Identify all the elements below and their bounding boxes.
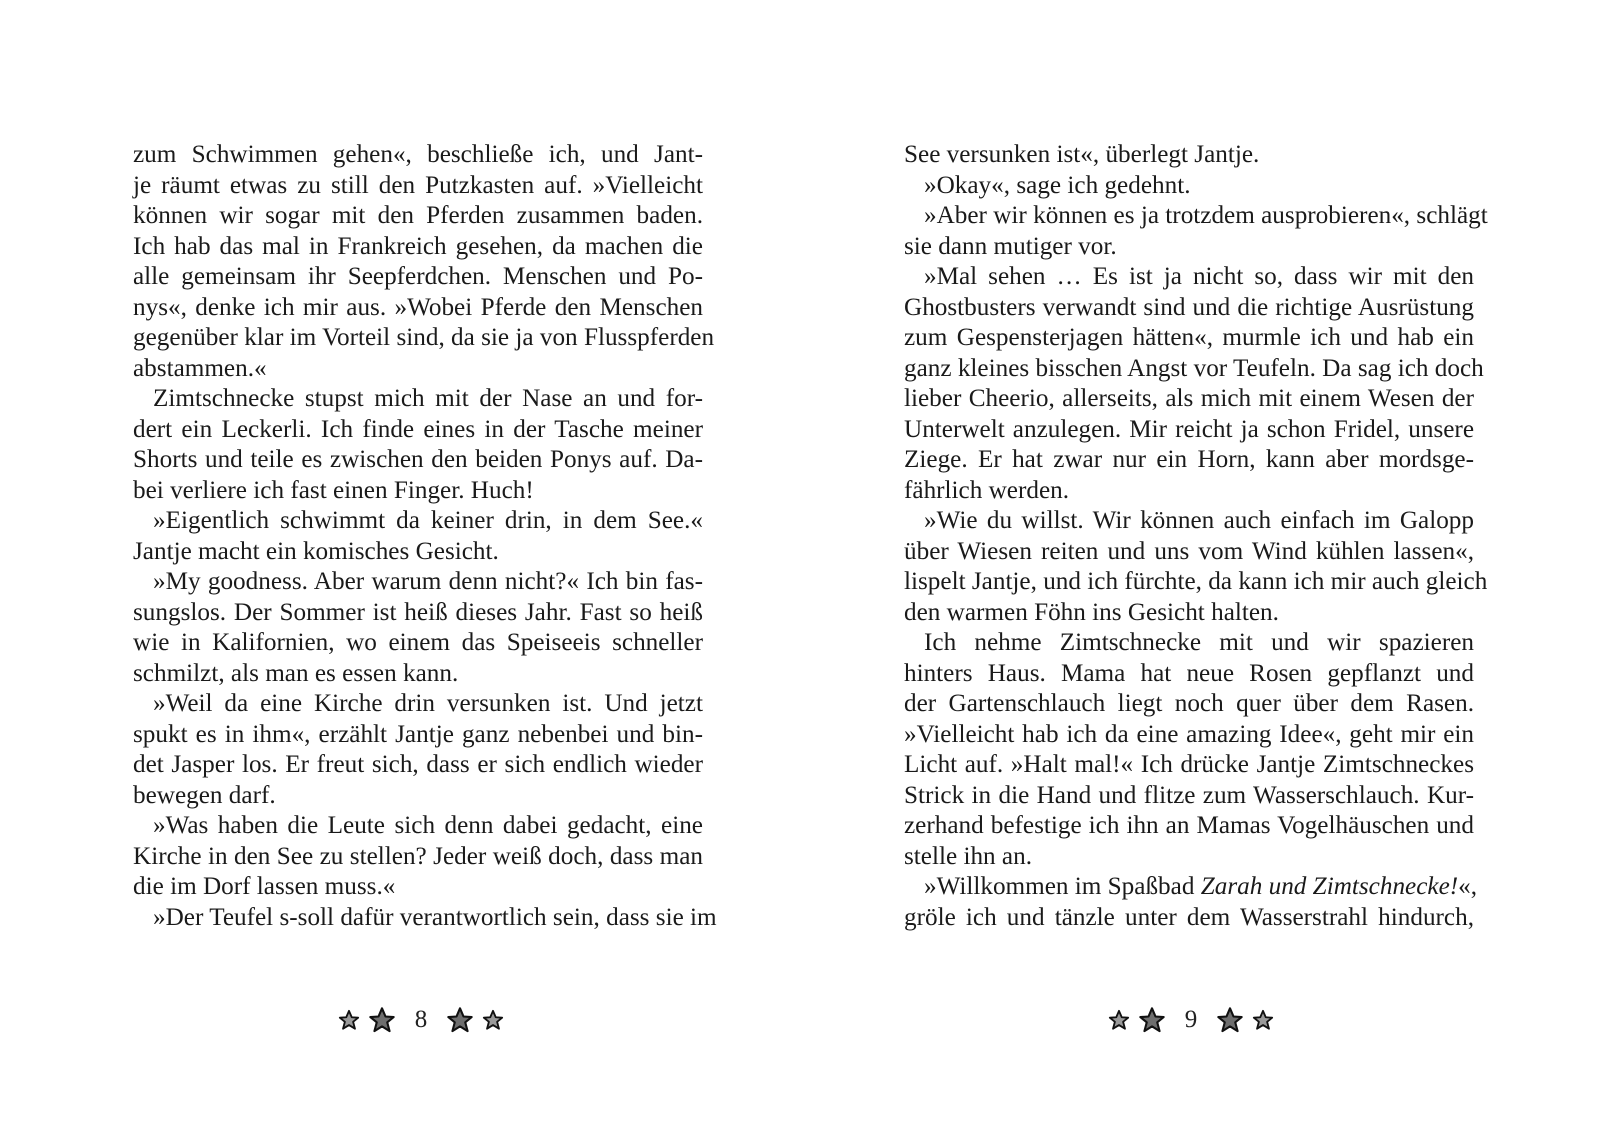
paragraph [904, 140, 1474, 171]
text-line: nys«, denke ich mir aus. »Wobei Pferde den Menschen [133, 293, 703, 321]
left-page-text [133, 140, 717, 933]
text-line: lispelt Jantje, und ich fürchte, da kann ich mir auch gleich [904, 568, 1488, 595]
text-line: Ich hab das mal in Frankreich gesehen, da machen die [133, 232, 703, 260]
text-line: Shorts und teile es zwischen den beiden Ponys auf. Da- [133, 446, 703, 473]
text-line: fährlich werden. [904, 476, 1070, 504]
text-line: »Was haben die Leute sich denn dabei gedacht, eine [153, 812, 703, 839]
text-line: Ziege. Er hat zwar nur ein Horn, kann aber mordsge- [904, 446, 1474, 473]
text-line: alle gemeinsam ihr Seepferdchen. Menschen und Po- [133, 263, 703, 290]
text-span: «, [1458, 873, 1478, 900]
page-number: 9 [1184, 1006, 1198, 1033]
paragraph [133, 811, 703, 903]
text-line: sie dann mutiger vor. [904, 232, 1117, 260]
text-line: Licht auf. »Halt mal!« Ich drücke Jantje Zimtschneckes [904, 751, 1474, 778]
text-line: Ghostbusters verwandt sind und die richtige Ausrüstung [904, 293, 1474, 321]
text-line: spukt es in ihm«, erzählt Jantje ganz nebenbei und bin- [133, 720, 703, 748]
text-line: Strick in die Hand und flitze zum Wasserschlauch. Kur- [904, 781, 1474, 809]
star-icon [1252, 1009, 1274, 1031]
text-line: »Vielleicht hab ich da eine amazing Idee«, geht mir ein [904, 720, 1474, 748]
text-line: Zimtschnecke stupst mich mit der Nase an und for- [153, 385, 703, 412]
text-line: Jantje macht ein komisches Gesicht. [133, 537, 499, 565]
paragraph [133, 689, 703, 811]
text-line: See versunken ist«, überlegt Jantje. [904, 141, 1260, 168]
italic-title: Zarah und Zimtschnecke! [1200, 873, 1459, 900]
text-line: über Wiesen reiten und uns vom Wind kühlen lassen«, [904, 537, 1474, 565]
paragraph [904, 201, 1488, 262]
text-line: »Mal sehen … Es ist ja nicht so, dass wir mit den [924, 263, 1474, 290]
right-page-text [904, 140, 1488, 933]
paragraph [904, 872, 1478, 933]
text-line: zum Schwimmen gehen«, beschließe ich, und Jant- [133, 141, 703, 168]
star-icon [1138, 1006, 1166, 1034]
text-line: der Gartenschlauch liegt noch quer über dem Rasen. [904, 690, 1474, 717]
text-line: je räumt etwas zu still den Putzkasten auf. »Vielleicht [133, 171, 703, 199]
star-icon [1216, 1006, 1244, 1034]
text-line: wie in Kalifornien, wo einem das Speiseeis schneller [133, 629, 703, 656]
page-number-footer-left [338, 1000, 504, 1040]
text-line: hinters Haus. Mama hat neue Rosen gepflanzt und [904, 659, 1474, 687]
text-line: Kirche in den See zu stellen? Jeder weiß doch, dass man [133, 842, 703, 870]
paragraph [133, 140, 715, 384]
text-line [904, 872, 1478, 903]
star-icon [368, 1006, 396, 1034]
text-line: »Weil da eine Kirche drin versunken ist. Und jetzt [153, 690, 703, 717]
text-line: die im Dorf lassen muss.« [133, 873, 396, 900]
text-line: lieber Cheerio, allerseits, als mich mit einem Wesen der [904, 385, 1474, 412]
paragraph [133, 384, 703, 506]
page-number-footer-right [1108, 1000, 1274, 1040]
text-line: zerhand befestige ich ihn an Mamas Vogelhäuschen und [904, 812, 1474, 839]
text-line: bei verliere ich fast einen Finger. Huch! [133, 476, 534, 504]
text-line: »Wie du willst. Wir können auch einfach im Galopp [924, 507, 1474, 534]
paragraph [904, 262, 1484, 506]
paragraph [904, 628, 1474, 872]
star-icon [446, 1006, 474, 1034]
paragraph [904, 171, 1474, 202]
text-line: gröle ich und tänzle unter dem Wasserstrahl hindurch, [904, 903, 1474, 931]
paragraph [133, 506, 703, 567]
text-line: stelle ihn an. [904, 842, 1033, 870]
text-line: können wir sogar mit den Pferden zusammen baden. [133, 202, 703, 229]
text-line: schmilzt, als man es essen kann. [133, 659, 459, 687]
paragraph [133, 567, 703, 689]
text-line: »Aber wir können es ja trotzdem ausprobieren«, schlägt [924, 202, 1488, 229]
text-line: sungslos. Der Sommer ist heiß dieses Jahr. Fast so heiß [133, 598, 703, 626]
text-line: dert ein Leckerli. Ich finde eines in der Tasche meiner [133, 415, 703, 443]
star-icon [482, 1009, 504, 1031]
text-line: Ich nehme Zimtschnecke mit und wir spazieren [924, 629, 1474, 656]
text-line: det Jasper los. Er freut sich, dass er sich endlich wieder [133, 751, 703, 778]
text-line: Unterwelt anzulegen. Mir reicht ja schon Fridel, unsere [904, 415, 1474, 443]
star-icon [338, 1009, 360, 1031]
paragraph [133, 903, 717, 934]
text-line: abstammen.« [133, 354, 267, 382]
text-line: »Eigentlich schwimmt da keiner drin, in dem See.« [153, 507, 703, 534]
text-line: gegenüber klar im Vorteil sind, da sie ja von Flusspferden [133, 324, 715, 351]
text-line: »My goodness. Aber warum denn nicht?« Ich bin fas- [153, 568, 703, 595]
text-line: ganz kleines bisschen Angst vor Teufeln. Da sag ich doch [904, 354, 1484, 382]
text-line: »Der Teufel s-soll dafür verantwortlich sein, dass sie im [153, 903, 717, 931]
page-number: 8 [414, 1006, 428, 1033]
text-line: »Okay«, sage ich gedehnt. [924, 171, 1191, 199]
text-span: »Willkommen im Spaßbad [924, 873, 1201, 900]
text-line: bewegen darf. [133, 781, 276, 809]
paragraph [904, 506, 1488, 628]
text-line: zum Gespensterjagen hätten«, murmle ich und hab ein [904, 324, 1474, 351]
text-line: den warmen Föhn ins Gesicht halten. [904, 598, 1279, 626]
star-icon [1108, 1009, 1130, 1031]
